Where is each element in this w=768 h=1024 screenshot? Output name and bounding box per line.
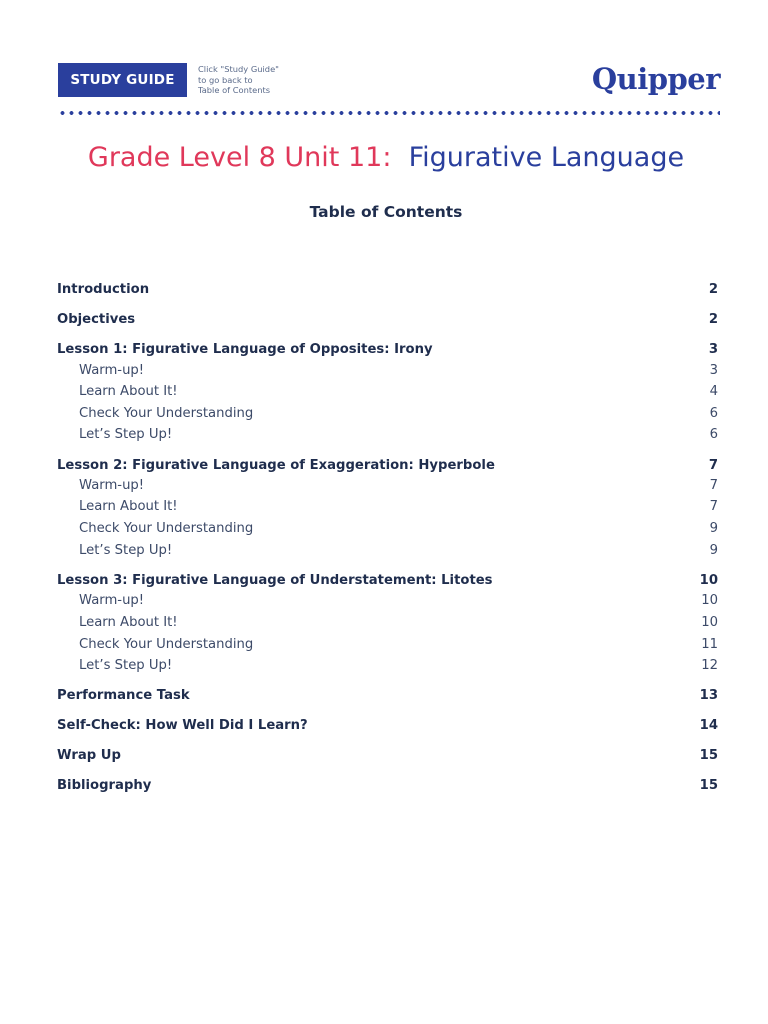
toc-page-number: 12 [701, 658, 718, 673]
quipper-logo: Quipper [591, 62, 720, 96]
toc-page-number: 4 [709, 384, 718, 399]
toc-entry-label: Bibliography [57, 778, 152, 793]
toc-page-number: 10 [699, 573, 718, 588]
page-header [58, 63, 720, 99]
toc-subentry[interactable] [57, 404, 718, 424]
toc-entry-label: Check Your Understanding [79, 637, 254, 652]
toc-subentry[interactable] [57, 656, 718, 676]
toc-subentry[interactable] [57, 361, 718, 381]
study-guide-button[interactable]: STUDY GUIDE [58, 63, 187, 97]
toc-entry-label: Performance Task [57, 688, 190, 703]
hint-line: Table of Contents [198, 85, 271, 96]
page-title [0, 138, 768, 178]
toc-page-number: 14 [699, 718, 718, 733]
toc-entry-label: Introduction [57, 282, 150, 297]
toc-subentry[interactable] [57, 382, 718, 402]
toc-entry-label: Objectives [57, 312, 136, 327]
toc-subentry[interactable] [57, 591, 718, 611]
hint-line: Click "Study Guide" [198, 64, 279, 74]
toc-page-number: 9 [709, 521, 718, 536]
toc-page-number: 6 [709, 406, 718, 421]
toc-entry[interactable] [57, 310, 718, 330]
toc-page-number: 10 [701, 593, 718, 608]
title-grade-unit: Grade Level 8 Unit 11: [87, 142, 392, 173]
toc-page-number: 11 [701, 637, 718, 652]
toc-page-number: 3 [708, 342, 718, 357]
study-guide-hint [198, 64, 338, 96]
toc-entry-label: Learn About It! [79, 499, 178, 514]
toc-subentry[interactable] [57, 519, 718, 539]
toc-page-number: 15 [699, 778, 718, 793]
toc-page-number: 15 [699, 748, 718, 763]
title-topic: Figurative Language [408, 142, 685, 173]
toc-page-number: 13 [699, 688, 718, 703]
toc-entry-label: Check Your Understanding [79, 521, 254, 536]
toc-page-number: 6 [709, 427, 718, 442]
toc-entry[interactable] [57, 280, 718, 300]
toc-page-number: 10 [701, 615, 718, 630]
toc-page-number: 9 [709, 543, 718, 558]
toc-entry-label: Let’s Step Up! [79, 543, 173, 558]
toc-entry-label: Learn About It! [79, 615, 178, 630]
toc-entry-label: Let’s Step Up! [79, 658, 173, 673]
toc-entry[interactable] [57, 340, 718, 360]
toc-entry-label: Lesson 1: Figurative Language of Opposites: Irony [57, 342, 433, 357]
toc-entry[interactable] [57, 776, 718, 796]
toc-page-number: 7 [709, 478, 718, 493]
toc-subentry[interactable] [57, 497, 718, 517]
toc-subentry[interactable] [57, 476, 718, 496]
toc-entry-label: Warm-up! [79, 363, 145, 378]
toc-entry[interactable] [57, 716, 718, 736]
toc-subentry[interactable] [57, 613, 718, 633]
toc-heading: Table of Contents [309, 203, 463, 221]
toc-entry[interactable] [57, 746, 718, 766]
toc-page-number: 7 [708, 458, 718, 473]
toc-entry[interactable] [57, 571, 718, 591]
toc-entry-label: Lesson 2: Figurative Language of Exaggeration: Hyperbole [57, 458, 495, 473]
toc-entry-label: Wrap Up [57, 748, 121, 763]
toc-entry[interactable] [57, 456, 718, 476]
toc-entry-label: Self-Check: How Well Did I Learn? [57, 718, 308, 733]
toc-entry-label: Warm-up! [79, 593, 145, 608]
toc-entry-label: Let’s Step Up! [79, 427, 173, 442]
toc-entry-label: Lesson 3: Figurative Language of Understatement: Litotes [57, 573, 493, 588]
toc-entry-label: Warm-up! [79, 478, 145, 493]
dotted-divider [58, 111, 720, 115]
toc-subentry[interactable] [57, 425, 718, 445]
hint-line: to go back to [198, 74, 253, 85]
toc-page-number: 2 [708, 312, 718, 327]
toc-subentry[interactable] [57, 541, 718, 561]
toc-entry-label: Learn About It! [79, 384, 178, 399]
toc-page-number: 7 [709, 499, 718, 514]
toc-entry[interactable] [57, 686, 718, 706]
toc-page-number: 2 [708, 282, 718, 297]
toc-subentry[interactable] [57, 635, 718, 655]
toc-entry-label: Check Your Understanding [79, 406, 254, 421]
toc-page-number: 3 [709, 363, 718, 378]
